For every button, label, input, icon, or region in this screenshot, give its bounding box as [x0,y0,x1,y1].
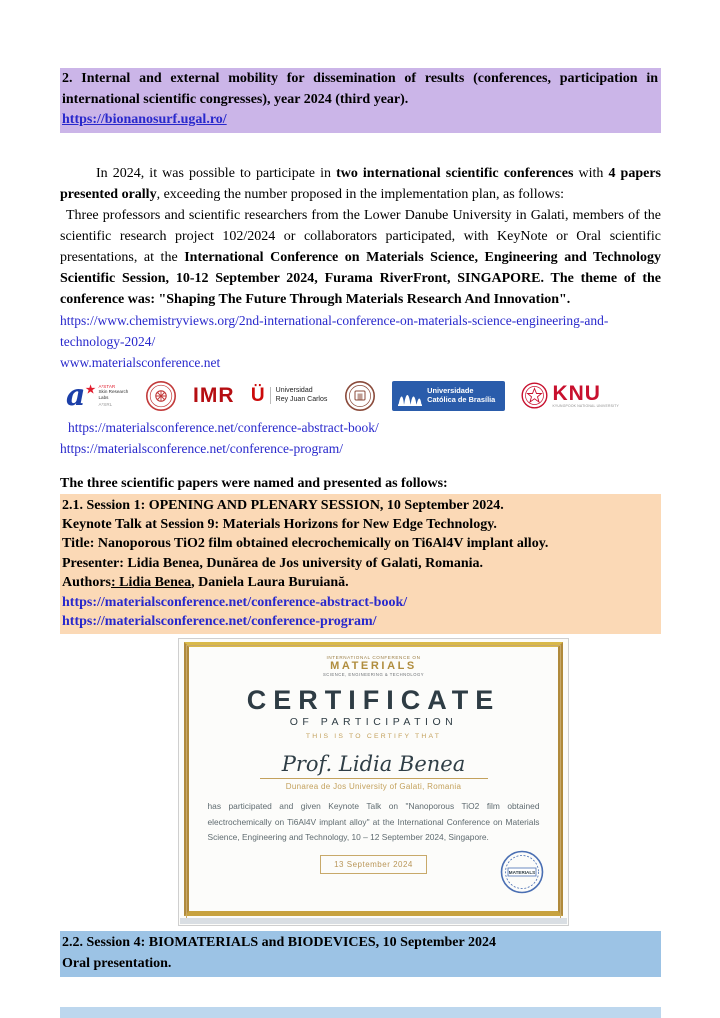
session-2-1-keynote: Keynote Talk at Session 9: Materials Horizons for New Edge Technology. [62,516,497,532]
ucb-label: Universidade Católica de Brasília [427,385,496,404]
bionanosurf-link[interactable]: https://bionanosurf.ugal.ro/ [62,112,227,127]
university-seal-dark-icon [344,380,376,412]
certificate-seal-icon [500,850,544,894]
session-2-2-oral: Oral presentation. [62,955,172,971]
certificate-image [178,638,569,926]
session-2-1-presenter: Presenter: Lidia Benea, Dunărea de Jos university of Galati, Romania. [62,555,484,571]
certificate-date-box: 13 September 2024 [320,855,427,874]
certificate-certify-line: THIS IS TO CERTIFY THAT [305,733,442,741]
astar-letter: a ★ [66,377,96,413]
certificate-body-text: has participated and given Keynote Talk on "Nanoporous TiO2 film obtained electrochemically on Ti6Al4V implant alloy" at the International Conference on Materials Science, Engineering and Technology, 10 – 12 September 2024, Singapore. [207,801,540,843]
certificate-recipient-name: Prof. Lidia Benea [281,752,466,777]
certificate-logo-materials: MATERIALS [330,660,417,673]
session-2-2-title: 2.2. Session 4: BIOMATERIALS and BIODEVICES, 10 September 2024 [62,935,496,951]
session-2-1-title: 2.1. Session 1: OPENING AND PLENARY SESSION, 10 September 2024. [62,497,504,513]
astar-skin-research-labs-logo [66,377,129,413]
certificate-subtitle: OF PARTICIPATION [289,716,458,729]
certificate-logo-top: INTERNATIONAL CONFERENCE ON [326,655,421,661]
next-section-peek [60,1007,661,1018]
universidad-rey-juan-carlos-logo [251,386,327,406]
session-2-1-block [60,494,661,635]
astar-label: A*STAR Skin Research Labs A*SRL [98,383,129,407]
knu-label: KNU KYUNGPOOK NATIONAL UNIVERSITY [552,381,619,408]
session-2-2-block [60,931,661,977]
document-content [60,0,661,977]
certificate-title: CERTIFICATE [246,685,501,716]
materials-site-link[interactable]: www.materialsconference.net [60,354,221,370]
imr-label: IMR [193,383,235,407]
urjc-label: Universidad Rey Juan Carlos [270,387,328,404]
conference-text-bold: International Conference on Materials Science, Engineering and Technology Scientific Session, 10-12 September 2024, Furama RiverFront, SINGAPORE. The theme of the conference was: "Shaping The Future Through Materials Research And Innovation". [60,249,662,307]
astar-star-icon: ★ [85,382,96,396]
conference-paragraph [60,205,661,310]
session-2-1-program-link[interactable]: https://materialsconference.net/conference-program/ [62,613,377,629]
certificate-name-rule [260,778,488,779]
intro-text-mid: with [573,165,609,181]
abstract-book-link[interactable]: https://materialsconference.net/conference-abstract-book/ [68,419,379,435]
svg-text:MATERIALS: MATERIALS [508,870,536,876]
program-link[interactable]: https://materialsconference.net/conference-program/ [60,440,343,456]
imr-logo [193,384,235,408]
universidade-catolica-de-brasilia-logo [392,381,505,411]
materials-site-link-line [60,352,661,373]
university-seal-red-icon [145,380,177,412]
program-link-line [60,438,661,459]
urjc-emblem-icon: Ü [250,384,265,406]
certificate-inner [186,645,561,919]
certificate-photo-edge [180,918,567,924]
intro-paragraph [60,163,661,205]
knu-logo [521,382,618,409]
session-2-1-paper-title: Title: Nanoporous TiO2 film obtained elecrochemically on Ti6Al4V implant alloy. [62,536,549,552]
ucb-cathedral-icon [397,385,423,407]
intro-text-start: In 2024, it was possible to participate in [96,165,337,181]
knu-seal-icon [521,382,548,409]
partner-logos-row [66,378,661,414]
intro-bold-papers: 4 papers presented orally [60,165,661,202]
session-2-1-abstract-link[interactable]: https://materialsconference.net/conference-abstract-book/ [62,594,408,610]
session-2-1-authors: Authors: Lidia Benea, Daniela Laura Buruiană. [62,575,349,591]
abstract-book-link-line [60,417,661,438]
section-heading-text: 2. Internal and external mobility for dissemination of results (conferences, participation in international scientific congresses), year 2024 (third year). [62,71,658,107]
intro-bold-conferences: two international scientific conferences [336,165,574,181]
certificate-logo-sub: SCIENCE, ENGINEERING & TECHNOLOGY [322,672,425,678]
conference-text-normal: Three professors and scientific researchers from the Lower Danube University in Galati, members of the scientific research project 102/2024 or collaborators participated, with KeyNote or Oral scientific presentations, at the [60,207,661,265]
chemistryviews-link-line [60,310,661,352]
section-heading-mobility [60,68,661,133]
papers-heading: The three scientific papers were named and presented as follows: [60,475,448,491]
certificate-affiliation: Dunarea de Jos University of Galati, Romania [285,782,462,792]
intro-text-rest: , exceeding the number proposed in the implementation plan, as follows: [156,186,565,202]
chemistryviews-link[interactable]: https://www.chemistryviews.org/2nd-international-conference-on-materials-science-engineering-and-technology-2024/ [60,312,609,349]
